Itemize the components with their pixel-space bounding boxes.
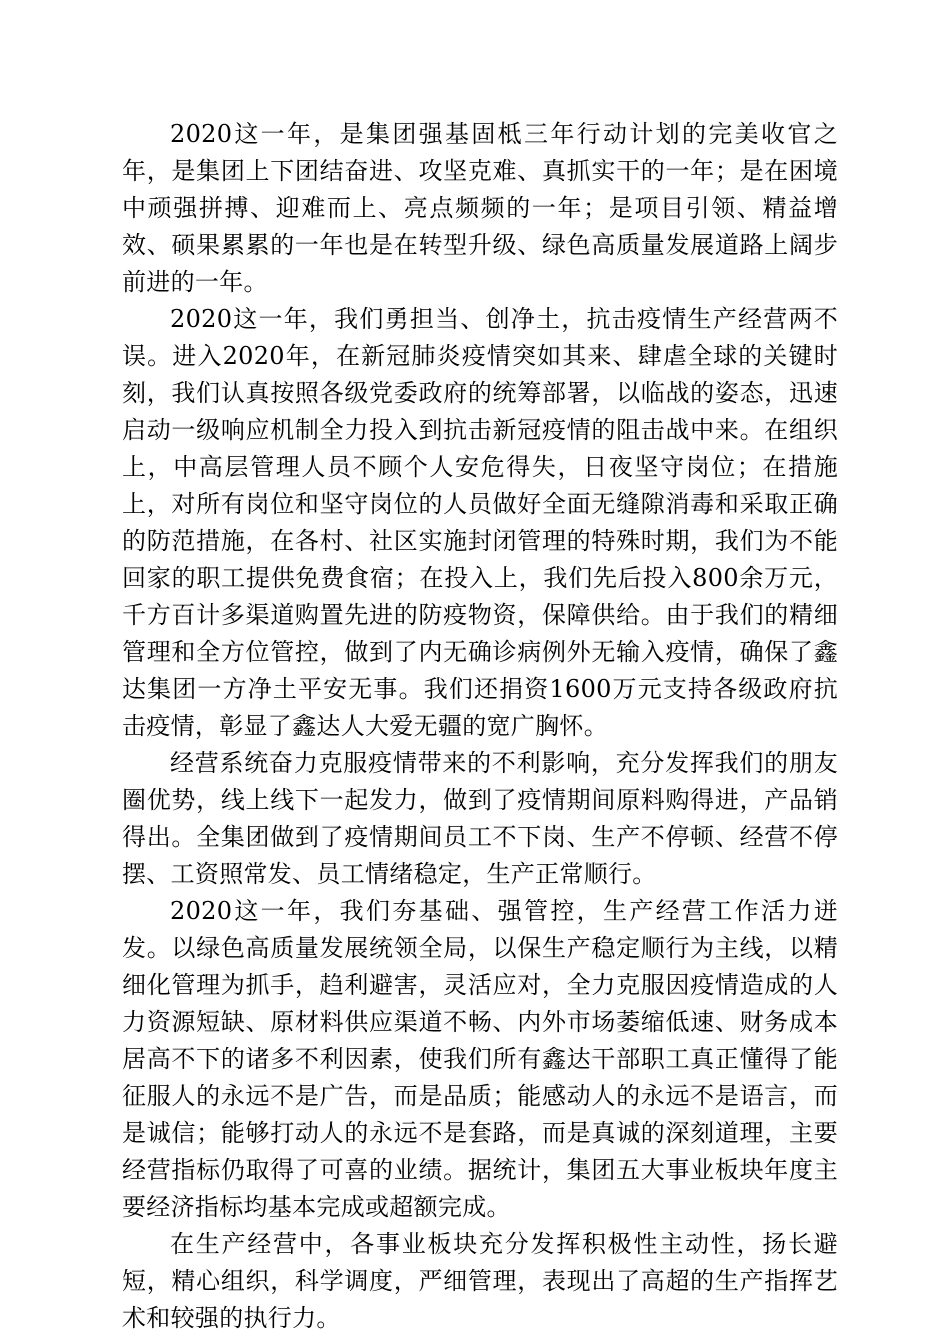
paragraph-management-foundation: 2020这一年，我们夯基础、强管控，生产经营工作活力迸发。以绿色高质量发展统领全局，以保生产稳定顺行为主线，以精细化管理为抓手，趋利避害，灵活应对，全力克服因疫情造成的人力资源短缺、原材料供应渠道不畅、内外市场萎缩低速、财务成本居高不下的诸多不利因素，使我们所有鑫达干部职工真正懂得了能征服人的永远不是广告，而是品质；能感动人的永远不是语言，而是诚信；能够打动人的永远不是套路，而是真诚的深刻道理，主要经营指标仍取得了可喜的业绩。据统计，集团五大事业板块年度主要经济指标均基本完成或超额完成。 <box>122 897 838 1221</box>
paragraph-epidemic-response: 2020这一年，我们勇担当、创净土，抗击疫情生产经营两不误。进入2020年，在新冠肺炎疫情突如其来、肆虐全球的关键时刻，我们认真按照各级党委政府的统筹部署，以临战的姿态，迅速启动一级响应机制全力投入到抗击新冠疫情的阻击战中来。在组织上，中高层管理人员不顾个人安危得失，日夜坚守岗位；在措施上，对所有岗位和坚守岗位的人员做好全面无缝隙消毒和采取正确的防范措施，在各村、社区实施封闭管理的特殊时期，我们为不能回家的职工提供免费食宿；在投入上，我们先后投入800余万元，千方百计多渠道购置先进的防疫物资，保障供给。由于我们的精细管理和全方位管控，做到了内无确诊病例外无输入疫情，确保了鑫达集团一方净土平安无事。我们还捐资1600万元支持各级政府抗击疫情，彰显了鑫达人大爱无疆的宽广胸怀。 <box>122 305 838 740</box>
paragraph-production-execution: 在生产经营中，各事业板块充分发挥积极性主动性，扬长避短，精心组织，科学调度，严细管理，表现出了高超的生产指挥艺术和较强的执行力。 <box>122 1230 838 1332</box>
document-page <box>122 116 838 1337</box>
paragraph-business-operations: 经营系统奋力克服疫情带来的不利影响，充分发挥我们的朋友圈优势，线上线下一起发力，做到了疫情期间原料购得进，产品销得出。全集团做到了疫情期间员工不下岗、生产不停顿、经营不停摆、工资照常发、员工情绪稳定，生产正常顺行。 <box>122 749 838 888</box>
paragraph-year-summary: 2020这一年，是集团强基固柢三年行动计划的完美收官之年，是集团上下团结奋进、攻坚克难、真抓实干的一年；是在困境中顽强拼搏、迎难而上、亮点频频的一年；是项目引领、精益增效、硕果累累的一年也是在转型升级、绿色高质量发展道路上阔步前进的一年。 <box>122 120 838 296</box>
